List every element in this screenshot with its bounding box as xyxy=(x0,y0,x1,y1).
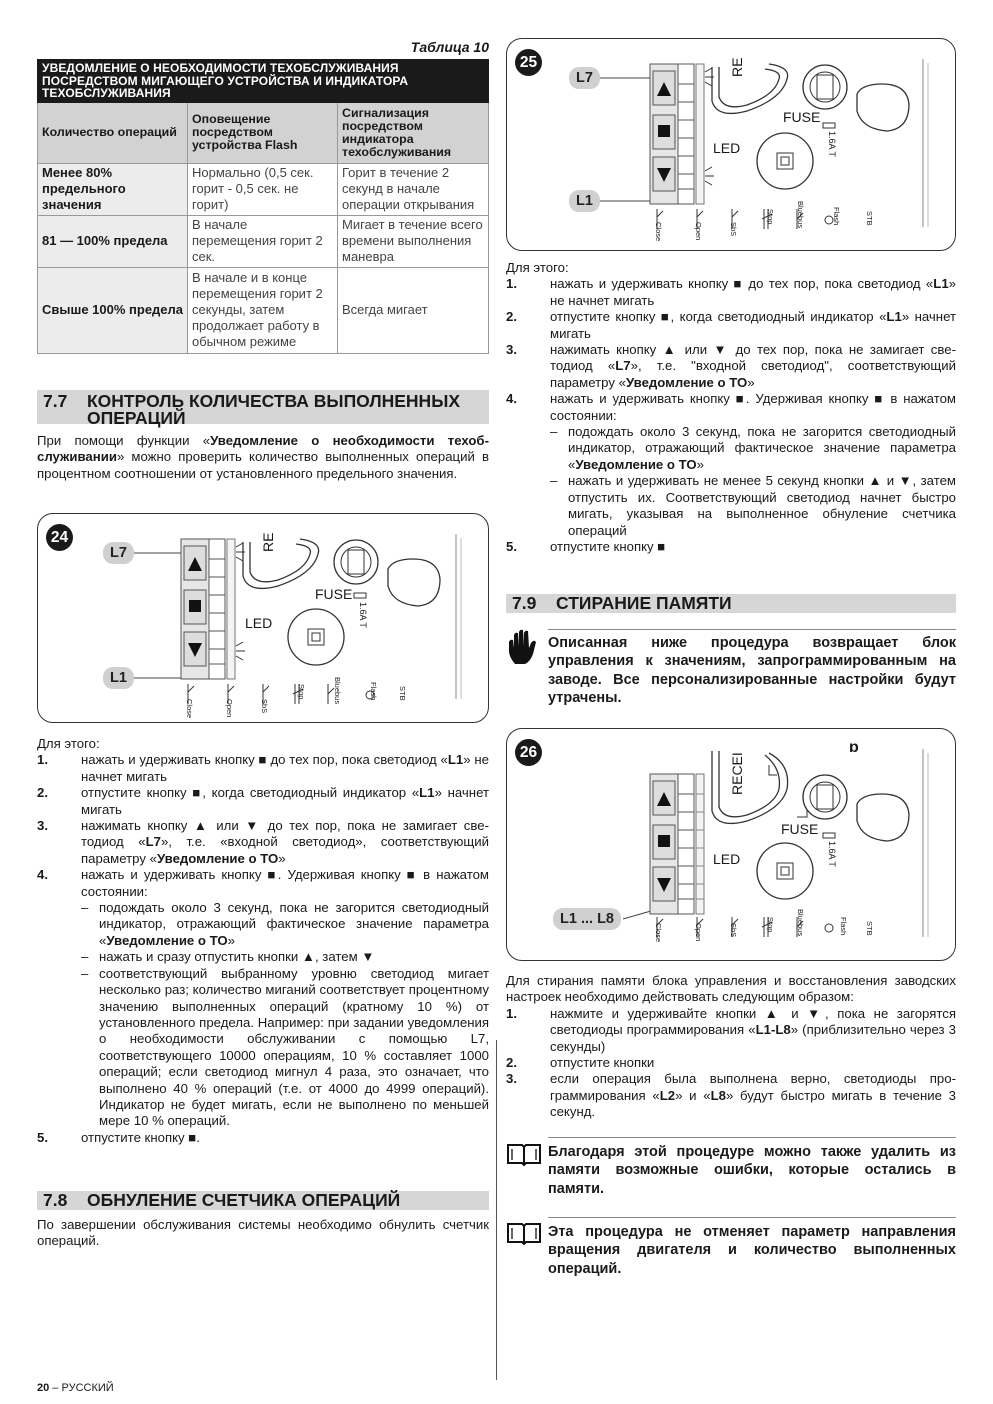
list-item: 3. нажимать кнопку ▲ или ▼ до тех пор, пока не замигает светодиод «L7», т.е. "входной светодиод", соответствующий параметру «Уведомление о ТО» xyxy=(506,342,956,390)
list-item: 3. нажимать кнопку ▲ или ▼ до тех пор, пока не замигает светодиод «L7», т.е. «входной светодиод», соответствующий параметру «Уведомление о ТО» xyxy=(37,818,489,866)
table-row: Менее 80% предельного значения Нормально (0,5 сек. горит - 0,5 сек. не горит) Горит в течение 2 секунд в начале операции открывания xyxy=(38,163,489,215)
list-item: 1. нажмите и удерживайте кнопки ▲ и ▼, пока не загорятся светодиоды программирования «L1-L8» (приблизительно через 3 секунды) xyxy=(506,1005,956,1054)
label-l1: L1 xyxy=(569,190,600,212)
table-caption: Таблица 10 xyxy=(410,39,489,55)
column-header: Оповещение посредством устройства Flash xyxy=(188,102,338,163)
led-label: LED xyxy=(713,140,741,156)
section-7-7-steps: Для этого: 1. нажать и удерживать кнопку ■ до тех пор, пока светодиод «L1» не начнет мигать 2. отпустите кнопку ■, когда светодиодный индикатор «L1» начнет мигать 3. нажимать кнопку ▲ или ▼ до тех пор, пока не замигает светодиод «L7», т.е. «входной светодиод», соответствующий параметру «Уведомление о ТО» 4. нажать и удерживать кнопку ■. Удерживая кнопку ■ в нажатом состоянии: – подождать около 3 секунд, пока не загорится светодиодный индикатор, отражающий фактическое значение параметра «Уведомление о ТО» – нажать и сразу отпустить кнопки ▲, затем ▼ – соответствующий выбранному уровню светодиод мигает несколько раз; количество миганий соответствует процентному значению выполненных операций (кратному 10 %) от установленного предела. Например: при задании уведомления о необходимости обслуживании с помощью L7, соответствующего 10000 операциям, 10 % составляет 1000 операций; если светодиод мигнул 4 раза, это означает, что выполнено 40 % операций (т.е. от 4000 до 4999 операций). Индикатор не будет мигать, если не выполнено по меньшей мере 10 % операций. 5. отпустите кнопку ■. xyxy=(37,736,489,1146)
list-item: 2. отпустите кнопки xyxy=(506,1055,655,1071)
table-10-block xyxy=(37,39,489,369)
list-item: 5. отпустите кнопку ■. xyxy=(37,1129,200,1145)
list-item: 4. нажать и удерживать кнопку ■. Удерживая кнопку ■ в нажатом состоянии: – подождать около 3 секунд, пока не загорится светодиодный индикатор, отражающий фактическое значение параметра «Уведомление о ТО» – нажать и удерживать не менее 5 секунд кнопки ▲ и ▼, затем отпустить их. Соответствующий светодиод начнет быстро мигать, указывая на выполненное обнуление счетчика операций xyxy=(506,391,956,539)
section-heading-7-9: 7.9 СТИРАНИЕ ПАМЯТИ xyxy=(506,594,956,613)
table-header: УВЕДОМЛЕНИЕ О НЕОБХОДИМОСТИ ТЕХОБСЛУЖИВАНИЯ ПОСРЕДСТВОМ МИГАЮЩЕГО УСТРОЙСТВА И ИНДИКАТОРА ТЕХОБСЛУЖИВАНИЯ xyxy=(38,60,489,103)
list-item: 2. отпустите кнопку ■, когда светодиодный индикатор «L1» начнет мигать xyxy=(37,785,490,817)
figure-number: 24 xyxy=(46,524,73,551)
book-icon xyxy=(506,1220,542,1246)
section-heading-7-7: 7.7 КОНТРОЛЬ КОЛИЧЕСТВА ВЫПОЛНЕННЫХ ОПЕРАЦИЙ xyxy=(37,390,489,424)
fuse-label: FUSE xyxy=(315,586,353,602)
warning-text: Описанная ниже процедура возвращает блок управления к значениям, запрограммированным на заводе. Все персонализированные настройки будут утрачены. xyxy=(548,635,956,706)
list-item: 5. отпустите кнопку ■ xyxy=(506,538,666,554)
table-row: 81 — 100% предела В начале перемещения горит 2 сек. Мигает в течение всего времени выполнения маневра xyxy=(38,215,489,267)
fuse-label: FUSE xyxy=(781,821,819,837)
hand-warning-icon xyxy=(505,628,541,666)
section-7-9-steps: Для стирания памяти блока управления и восстановления заводских настроек необходимо действовать следующим образом: 1. нажмите и удерживайте кнопки ▲ и ▼, пока не загорятся светодиоды программирования «L1-L8» (приблизительно через 3 секунды) 2. отпустите кнопки 3. если операция была выполнена верно, светодиоды программирования «L2» и «L8» будут быстро мигать в течение 3 секунд. xyxy=(506,973,956,1120)
list-item: 1. нажать и удерживать кнопку ■ до тех пор, пока светодиод «L1» не начнет мигать xyxy=(506,276,956,308)
note-2: Эта процедура не отменяет параметр направления вращения двигателя и количество выполненных операций. xyxy=(548,1224,956,1277)
table-10 xyxy=(37,59,489,354)
book-icon xyxy=(506,1141,542,1167)
figure-25: 25 L7 L1 RE FUSE LED 1.6A T Close Open SbS Stop Bluebus Flash STB xyxy=(506,38,956,251)
figure-26: 26 L1 ... L8 ɒ RECEI FUSE LED 1.6A T Close Open SbS Stop Bluebus Flash STB xyxy=(506,728,956,961)
figure-number: 26 xyxy=(515,739,542,766)
section-7-7-intro: При помощи функции «Уведомление о необходимости техобслуживании» можно проверить количество выполненных операций в процентном соотношении от установленного предельного значения. xyxy=(37,433,489,481)
fuse-label: FUSE xyxy=(783,109,821,125)
list-item: 3. если операция была выполнена верно, светодиоды программирования «L2» и «L8» будут быстро мигать в течение 3 секунд. xyxy=(506,1071,956,1120)
figure-24: 24 L7 L1 RE FUSE LED 1.6A T Close Open SbS Stop Bluebus Flash STB xyxy=(37,513,489,723)
label-l1: L1 xyxy=(103,667,134,689)
section-heading-7-8: 7.8 ОБНУЛЕНИЕ СЧЕТЧИКА ОПЕРАЦИЙ xyxy=(37,1191,489,1210)
label-l7: L7 xyxy=(569,67,600,89)
table-row: Свыше 100% предела В начале и в конце перемещения горит 2 секунды, затем продолжает работу в обычном режиме Всегда мигает xyxy=(38,267,489,353)
section-7-8-steps: Для этого: 1. нажать и удерживать кнопку ■ до тех пор, пока светодиод «L1» не начнет мигать 2. отпустите кнопку ■, когда светодиодный индикатор «L1» начнет мигать 3. нажимать кнопку ▲ или ▼ до тех пор, пока не замигает светодиод «L7», т.е. "входной светодиод", соответствующий параметру «Уведомление о ТО» 4. нажать и удерживать кнопку ■. Удерживая кнопку ■ в нажатом состоянии: – подождать около 3 секунд, пока не загорится светодиодный индикатор, отражающий фактическое значение параметра «Уведомление о ТО» – нажать и удерживать не менее 5 секунд кнопки ▲ и ▼, затем отпустить их. Соответствующий светодиод начнет быстро мигать, указывая на выполненное обнуление счетчика операций 5. отпустите кнопку ■ xyxy=(506,260,956,555)
led-label: LED xyxy=(245,615,273,631)
label-l7: L7 xyxy=(103,542,134,564)
list-item: 2. отпустите кнопку ■, когда светодиодный индикатор «L1» начнет мигать xyxy=(506,309,957,341)
column-header: Сигнализация посредством индикатора техобслуживания xyxy=(338,102,489,163)
figure-number: 25 xyxy=(515,49,542,76)
section-7-8-text: По завершении обслуживания системы необходимо обнулить счетчик операций. xyxy=(37,1217,489,1249)
list-item: 1. нажать и удерживать кнопку ■ до тех пор, пока светодиод «L1» не начнет мигать xyxy=(37,752,489,784)
note-1: Благодаря этой процедуре можно также удалить из памяти возможные ошибки, которые остались в памяти. xyxy=(548,1144,956,1197)
label-l1-l8: L1 ... L8 xyxy=(553,908,621,930)
list-item: 4. нажать и удерживать кнопку ■. Удерживая кнопку ■ в нажатом состоянии: – подождать около 3 секунд, пока не загорится светодиодный индикатор, отражающий фактическое значение параметра «Уведомление о ТО» – нажать и сразу отпустить кнопки ▲, затем ▼ – соответствующий выбранному уровню светодиод мигает несколько раз; количество миганий соответствует процентному значению выполненных операций (кратному 10 %) от установленного предела. Например: при задании уведомления о необходимости обслуживании с помощью L7, соответствующего 10000 операциям, 10 % составляет 1000 операций; если светодиод мигнул 4 раза, это означает, что выполнено 40 % операций (т.е. от 4000 до 4999 операций). Индикатор не будет мигать, если не выполнено по меньшей мере 10 % операций. xyxy=(37,867,489,1130)
led-label: LED xyxy=(713,851,741,867)
column-header: Количество операций xyxy=(38,102,188,163)
page-footer: 20 – РУССКИЙ xyxy=(37,1382,114,1394)
